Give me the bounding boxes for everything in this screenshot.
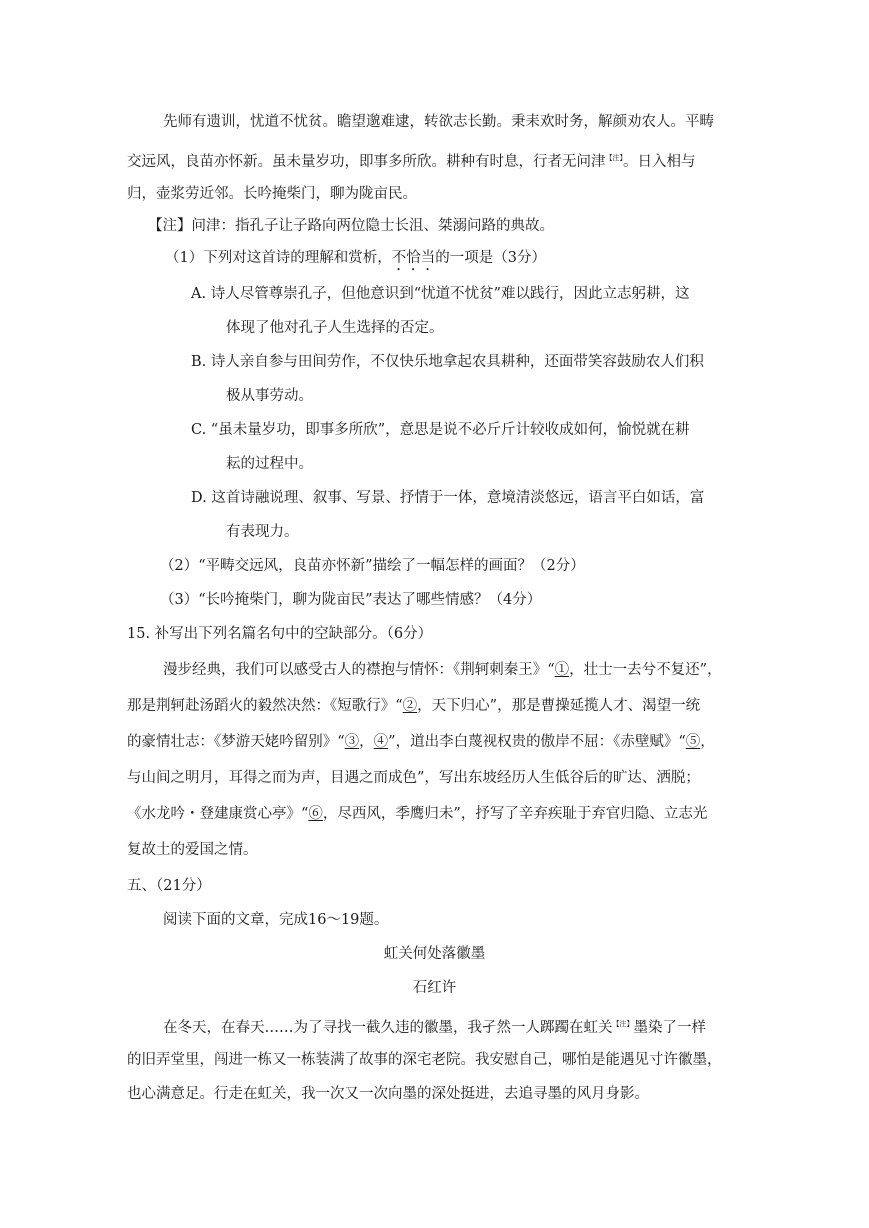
q15-line-1: [163, 660, 722, 680]
question-1-emphasis: 不恰当: [391, 250, 436, 266]
q15-line-5: [127, 804, 707, 824]
option-b-line-2: 极从事劳动。: [226, 388, 313, 404]
poem-line-2: [127, 148, 696, 172]
section-5-heading: 五、（21分）: [127, 878, 211, 894]
question-15-heading: 15. 补写出下列名篇名句中的空缺部分。（6分）: [127, 626, 433, 642]
annotation-note: 【注】问津：指孔子让子路向两位隐士长沮、桀溺问路的典故。: [148, 218, 554, 234]
question-1-post: 的一项是（3分）: [435, 250, 546, 266]
blank-5: ⑤: [685, 734, 701, 750]
question-2: （2）“平畴交远风，良苗亦怀新”描绘了一幅怎样的画面？（2分）: [160, 558, 585, 574]
option-c-line-1: C. “虽未量岁功，即事多所欣”，意思是说不必斤斤计较收成如何，愉悦就在耕: [191, 422, 690, 438]
option-a-line-1: A. 诗人尽管尊崇孔子，但他意识到“忧道不忧贫”难以践行，因此立志躬耕，这: [191, 286, 690, 302]
option-d-line-1: D. 这首诗融说理、叙事、写景、抒情于一体，意境清淡悠远，语言平白如话，富: [191, 490, 705, 506]
option-a-line-2: 体现了他对孔子人生选择的否定。: [226, 320, 444, 336]
poem-line-3: 归，壶浆劳近邻。长吟掩柴门，聊为陇亩民。: [127, 186, 417, 202]
q15-line-3: [127, 732, 715, 752]
q15-line-2: [127, 696, 700, 716]
article-footnote-marker: 【注】: [612, 1020, 634, 1028]
option-c-line-2: 耘的过程中。: [226, 456, 313, 472]
article-line-1: [163, 1014, 706, 1038]
article-line-1-text: 在冬天，在春天……为了寻找一截久违的徽墨，我孑然一人踯躅在虹关: [163, 1020, 613, 1036]
footnote-marker: 【注】: [605, 154, 623, 162]
article-title: 虹关何处落徽墨: [383, 946, 486, 962]
article-line-1-end: 墨染了一样: [633, 1020, 706, 1036]
q15-line-3-text: 的豪情壮志：《梦游天姥吟留别》“: [127, 734, 345, 750]
question-3: （3）“长吟掩柴门，聊为陇亩民”表达了哪些情感？（4分）: [160, 592, 542, 608]
article-line-3: 也心满意足。行走在虹关，我一次又一次向墨的深处挺进，去追寻墨的风月身影。: [127, 1086, 649, 1102]
q15-line-1-end: ，壮士一去兮不复还”，: [569, 662, 722, 678]
blank-4: ④: [373, 734, 389, 750]
q15-line-5-end: ，尽西风，季鹰归未”，抒写了辛弃疾耻于弃官归隐、立志光: [322, 806, 708, 822]
q15-line-2-text: 那是荆轲赴汤蹈火的毅然决然：《短歌行》“: [127, 698, 403, 714]
option-d-line-2: 有表现力。: [226, 524, 299, 540]
q15-line-4: 与山间之明月，耳得之而为声，目遇之而成色”，写出东坡经历人生低谷后的旷达、洒脱；: [127, 770, 700, 786]
poem-line-2-end: 。日入相与: [623, 154, 696, 170]
poem-line-2-text: 交远风，良苗亦怀新。虽未量岁功，即事多所欣。耕种有时息，行者无问津: [127, 154, 606, 170]
q15-line-2-end: ，天下归心”，那是曹操延揽人才、渴望一统: [417, 698, 701, 714]
article-line-2: 的旧弄堂里，闯进一栋又一栋装满了故事的深宅老院。我安慰自己，哪怕是能遇见寸许徽墨，: [127, 1052, 722, 1068]
q15-line-5-text: 《水龙吟・登建康赏心亭》“: [127, 806, 309, 822]
reading-instruction: 阅读下面的文章，完成16～19题。: [163, 912, 389, 928]
blank-3: ③: [344, 734, 360, 750]
blank-6: ⑥: [308, 806, 323, 822]
article-author: 石红许: [412, 980, 457, 996]
blank-2: ②: [402, 698, 418, 714]
question-1: [165, 248, 546, 274]
question-1-pre: （1）下列对这首诗的理解和赏析，: [165, 250, 392, 266]
q15-line-1-text: 漫步经典，我们可以感受古人的襟抱与情怀：《荆轲刺秦王》“: [163, 662, 555, 678]
blank-1: ①: [554, 662, 570, 678]
poem-line-1: 先师有遗训，忧道不忧贫。瞻望邈难逮，转欲志长勤。秉耒欢时务，解颜劝农人。平畴: [163, 114, 714, 130]
q15-line-6: 复故土的爱国之情。: [127, 842, 258, 858]
q15-line-3-sep: ，: [359, 734, 374, 750]
q15-line-3-end: ，: [700, 734, 715, 750]
option-b-line-1: B. 诗人亲自参与田间劳作，不仅快乐地拿起农具耕种，还面带笑容鼓励农人们积: [191, 354, 704, 370]
q15-line-3-mid: ”，道出李白蔑视权贵的傲岸不屈：《赤壁赋》“: [388, 734, 686, 750]
